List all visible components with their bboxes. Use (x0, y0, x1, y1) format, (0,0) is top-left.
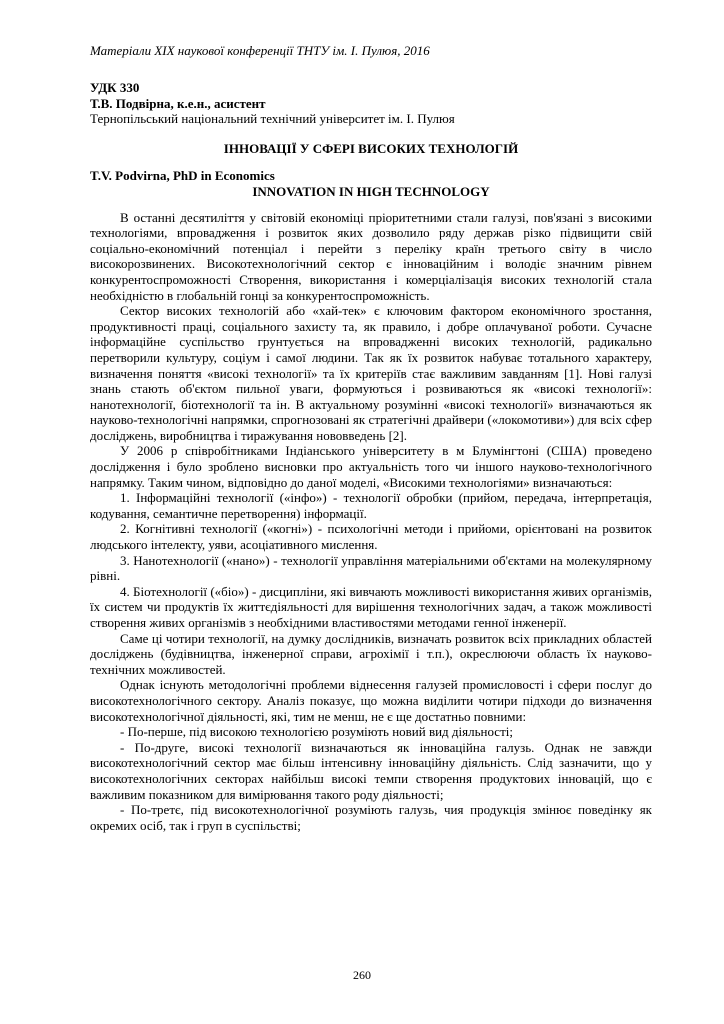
paragraph: Саме ці чотири технології, на думку дослідників, визначать розвиток всіх прикладних областей досліджень (будівництва, інженерної справи, агрохімії і т.п.), окреслюючи область їх науково-технічних можливостей. (90, 630, 652, 677)
list-item: - По-третє, під високотехнологічної розуміють галузь, чия продукція змінює поведінку як окремих осіб, так і груп в суспільстві; (90, 802, 652, 833)
list-item: 1. Інформаційні технології («інфо») - технології обробки (прийом, передача, інтерпретація, кодування, семантичне перетворення) інформації. (90, 490, 652, 521)
paragraph: У 2006 р співробітниками Індіанського університету в м Блумінгтоні (США) проведено дослідження і було зроблено висновки про актуальність того чи іншого науково-технологічного напрямку. Таким чином, відповідно до даної моделі, «Високими технологіями» визначаються: (90, 443, 652, 490)
list-item: 4. Біотехнології («біо») - дисципліни, які вивчають можливості використання живих організмів, їх систем чи продуктів їх життєдіяльності для вирішення технологічних задач, а також можливості створення живих організмів з необхідними властивостями методами генної інженерії. (90, 583, 652, 630)
affiliation: Тернопільський національний технічний університет ім. І. Пулюя (90, 111, 455, 127)
udk-code: УДК 330 (90, 80, 140, 95)
list-item: - По-друге, високі технології визначаються як інноваційна галузь. Однак не завжди високотехнологічний сектор має більш інтенсивну інноваційну діяльність. Слід зазначити, що у високотехнологічних секторах найбільш високі темпи створення продуктових інновацій, що є важливим показником для вимірювання такого роду діяльності; (90, 739, 652, 802)
author-line: Т.В. Подвірна, к.е.н., асистент (90, 95, 266, 111)
paragraph: Однак існують методологічні проблеми віднесення галузей промисловості і сфери послуг до високотехнологічного сектору. Аналіз показує, що можна виділити чотири підходи до визначення високотехнологічної діяльності, які, тим не менш, не є ще достатньо повними: (90, 677, 652, 724)
page-number: 260 (353, 968, 371, 982)
paragraph: Сектор високих технологій або «хай-тек» є ключовим фактором економічного зростання, продуктивності праці, соціального захисту та, як правило, і добре оплачуваної роботи. Сучасне інформаційне суспільство грунтується на впровадженні високих технологій, радикально перетворили культуру, соціум і самої людини. Так як їх розвиток набуває тотального характеру, визначення поняття «високі технології» та їх критеріїв стає важливим завданням [1]. Нові галузі знань стають об'єктом пильної уваги, формуються і розвиваються як «високі технології»: нанотехнології, біотехнології та ін. В актуальному розумінні «високі технології» визначаються як науково-технологічні напрямки, спрогнозовані як стратегічні драйвери («локомотиви») для всіх сфер досліджень, виробництва і тиражування нововведень [2]. (90, 303, 652, 443)
author-line-english: T.V. Podvirna, PhD in Economics (90, 168, 275, 184)
title-ukrainian: ІННОВАЦІЇ У СФЕРІ ВИСОКИХ ТЕХНОЛОГІЙ (223, 140, 519, 156)
list-item: 2. Когнітивні технології («когні») - психологічні методи і прийоми, орієнтовані на розвиток людського інтелекту, уяви, асоціативного мислення. (90, 521, 652, 553)
title-english: INNOVATION IN HIGH TECHNOLOGY (252, 183, 490, 199)
paragraph: В останні десятиліття у світовій економіці пріоритетними стали галузі, пов'язані з високими технологіями, впровадження і розвиток яких дозволило ряду держав різко підвищити свій соціально-економічний потенціал і перейти з переліку країн третього світу в число високорозвинених. Високотехнологічний сектор є інноваційним і володіє значним рівнем конкурентоспроможності Створення, використання і комерціалізація високих технологій стала необхідністю в глобальній гонці за конкурентоспроможність. (90, 209, 652, 303)
paper-body (90, 80, 652, 833)
list-item: - По-перше, під високою технологією розуміють новий вид діяльності; (120, 724, 513, 740)
list-item: 3. Нанотехнології («нано») - технології управління матеріальними об'єктами на молекулярному рівні. (90, 552, 652, 584)
running-header: Матеріали XIX наукової конференції ТНТУ ім. І. Пулюя, 2016 (90, 43, 430, 58)
